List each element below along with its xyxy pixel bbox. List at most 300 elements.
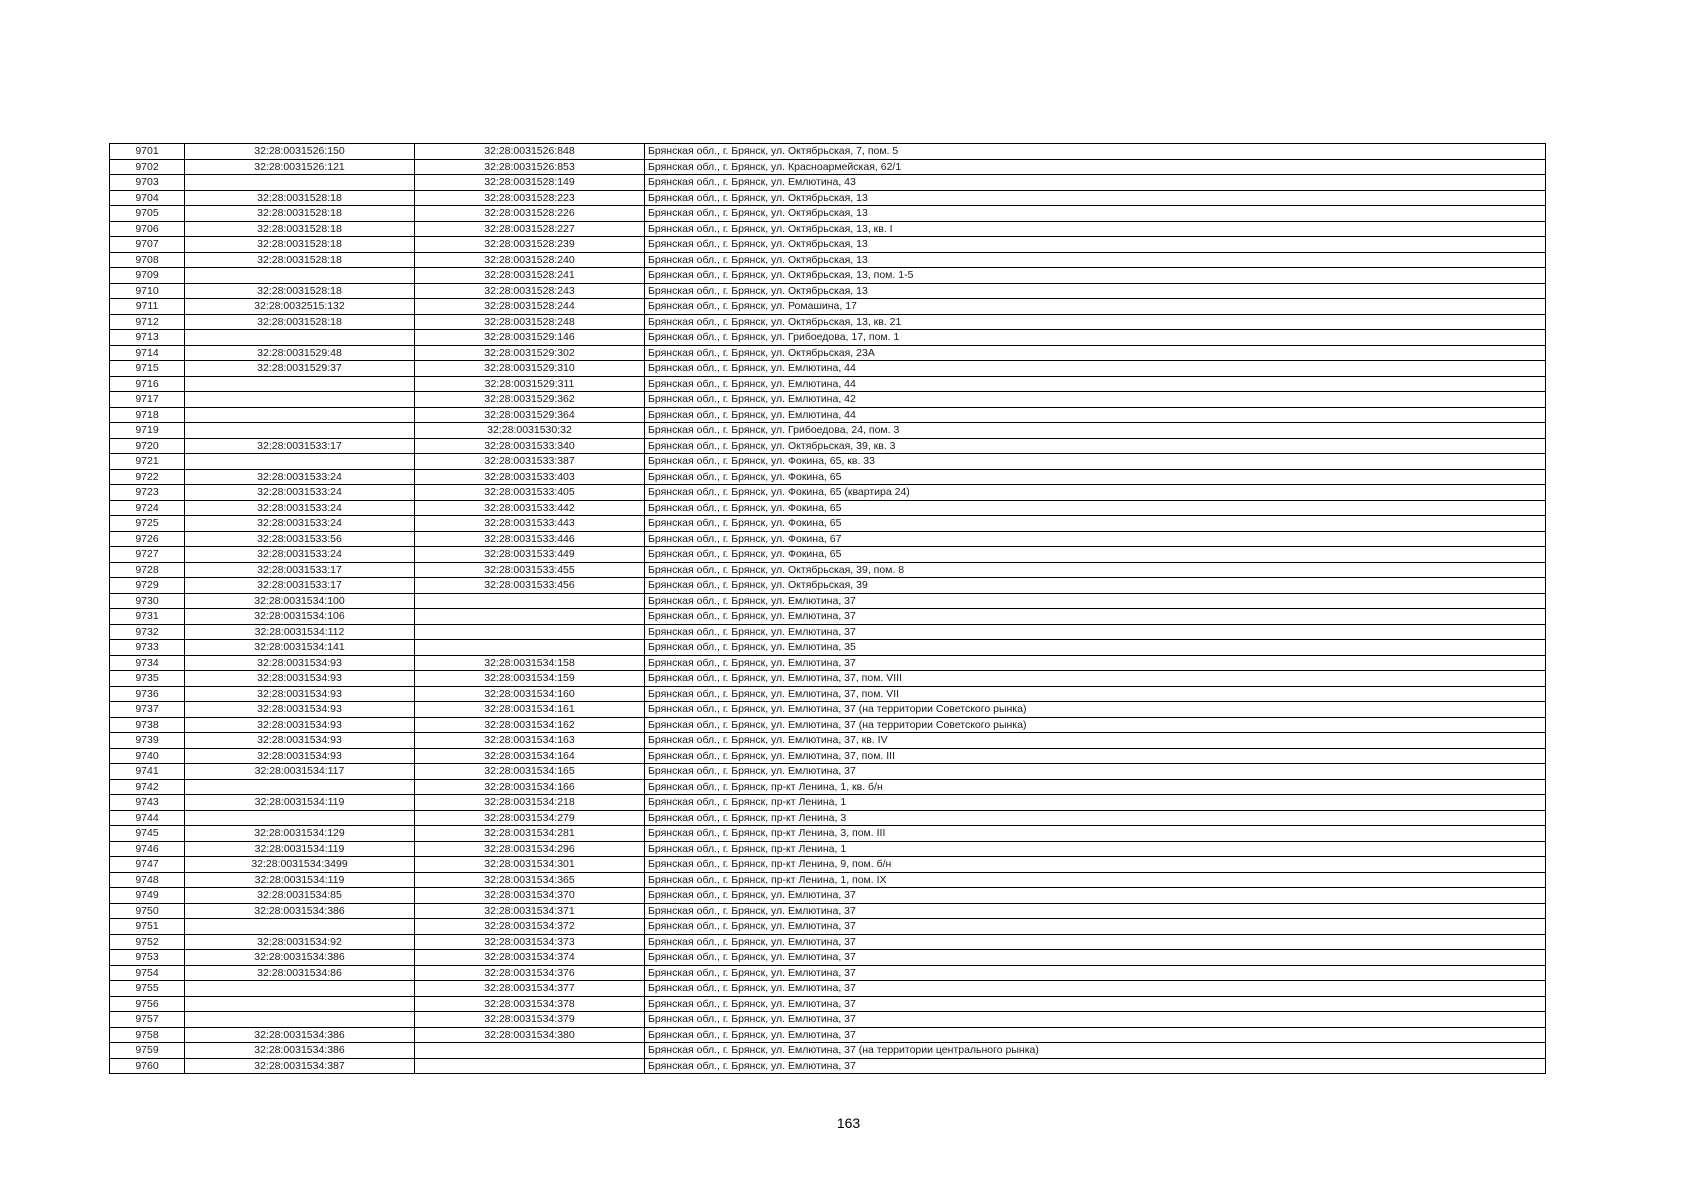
land-cadastral-number-cell: 32:28:0031534:129 <box>185 826 415 842</box>
object-cadastral-number-cell: 32:28:0031534:281 <box>415 826 645 842</box>
table-row <box>110 547 1546 563</box>
table-row <box>110 748 1546 764</box>
row-number-cell: 9730 <box>110 593 185 609</box>
object-cadastral-number-cell: 32:28:0031534:378 <box>415 996 645 1012</box>
row-number-cell: 9706 <box>110 221 185 237</box>
object-cadastral-number-cell <box>415 640 645 656</box>
land-cadastral-number-cell: 32:28:0031526:121 <box>185 159 415 175</box>
table-row <box>110 841 1546 857</box>
row-number-cell: 9758 <box>110 1027 185 1043</box>
object-cadastral-number-cell: 32:28:0031533:446 <box>415 531 645 547</box>
table-row <box>110 764 1546 780</box>
land-cadastral-number-cell: 32:28:0032515:132 <box>185 299 415 315</box>
address-cell: Брянская обл., г. Брянск, ул. Фокина, 65 (квартира 24) <box>645 485 1546 501</box>
table-row <box>110 392 1546 408</box>
object-cadastral-number-cell: 32:28:0031530:32 <box>415 423 645 439</box>
land-cadastral-number-cell <box>185 268 415 284</box>
address-cell: Брянская обл., г. Брянск, ул. Емлютина, 37 <box>645 593 1546 609</box>
land-cadastral-number-cell: 32:28:0031528:18 <box>185 221 415 237</box>
object-cadastral-number-cell: 32:28:0031534:159 <box>415 671 645 687</box>
row-number-cell: 9720 <box>110 438 185 454</box>
address-cell: Брянская обл., г. Брянск, ул. Грибоедова, 24, пом. 3 <box>645 423 1546 439</box>
row-number-cell: 9728 <box>110 562 185 578</box>
table-row <box>110 795 1546 811</box>
table-row <box>110 252 1546 268</box>
table-row <box>110 1027 1546 1043</box>
address-cell: Брянская обл., г. Брянск, ул. Октябрьская, 13 <box>645 206 1546 222</box>
address-cell: Брянская обл., г. Брянск, пр-кт Ленина, 1 <box>645 841 1546 857</box>
row-number-cell: 9714 <box>110 345 185 361</box>
land-cadastral-number-cell: 32:28:0031534:387 <box>185 1058 415 1074</box>
row-number-cell: 9725 <box>110 516 185 532</box>
row-number-cell: 9712 <box>110 314 185 330</box>
address-cell: Брянская обл., г. Брянск, ул. Октябрьская, 7, пом. 5 <box>645 144 1546 160</box>
table-row <box>110 857 1546 873</box>
object-cadastral-number-cell: 32:28:0031533:442 <box>415 500 645 516</box>
object-cadastral-number-cell: 32:28:0031534:296 <box>415 841 645 857</box>
object-cadastral-number-cell: 32:28:0031534:163 <box>415 733 645 749</box>
object-cadastral-number-cell: 32:28:0031528:240 <box>415 252 645 268</box>
address-cell: Брянская обл., г. Брянск, ул. Емлютина, 37 (на территории Советского рынка) <box>645 717 1546 733</box>
object-cadastral-number-cell: 32:28:0031534:372 <box>415 919 645 935</box>
row-number-cell: 9737 <box>110 702 185 718</box>
object-cadastral-number-cell: 32:28:0031534:365 <box>415 872 645 888</box>
table-row <box>110 423 1546 439</box>
row-number-cell: 9724 <box>110 500 185 516</box>
row-number-cell: 9736 <box>110 686 185 702</box>
land-cadastral-number-cell <box>185 454 415 470</box>
address-cell: Брянская обл., г. Брянск, ул. Грибоедова, 17, пом. 1 <box>645 330 1546 346</box>
object-cadastral-number-cell: 32:28:0031528:244 <box>415 299 645 315</box>
object-cadastral-number-cell: 32:28:0031534:166 <box>415 779 645 795</box>
address-cell: Брянская обл., г. Брянск, ул. Емлютина, 43 <box>645 175 1546 191</box>
address-cell: Брянская обл., г. Брянск, ул. Емлютина, 44 <box>645 407 1546 423</box>
land-cadastral-number-cell: 32:28:0031533:24 <box>185 547 415 563</box>
land-cadastral-number-cell: 32:28:0031534:3499 <box>185 857 415 873</box>
row-number-cell: 9707 <box>110 237 185 253</box>
land-cadastral-number-cell <box>185 376 415 392</box>
land-cadastral-number-cell: 32:28:0031534:93 <box>185 748 415 764</box>
address-cell: Брянская обл., г. Брянск, ул. Ромашина, 17 <box>645 299 1546 315</box>
row-number-cell: 9727 <box>110 547 185 563</box>
object-cadastral-number-cell <box>415 1043 645 1059</box>
address-cell: Брянская обл., г. Брянск, ул. Емлютина, 37 <box>645 1058 1546 1074</box>
object-cadastral-number-cell: 32:28:0031533:455 <box>415 562 645 578</box>
object-cadastral-number-cell: 32:28:0031528:241 <box>415 268 645 284</box>
land-cadastral-number-cell: 32:28:0031534:141 <box>185 640 415 656</box>
address-cell: Брянская обл., г. Брянск, ул. Фокина, 65 <box>645 500 1546 516</box>
table-row <box>110 144 1546 160</box>
object-cadastral-number-cell: 32:28:0031526:848 <box>415 144 645 160</box>
object-cadastral-number-cell: 32:28:0031534:376 <box>415 965 645 981</box>
land-cadastral-number-cell: 32:28:0031534:119 <box>185 872 415 888</box>
land-cadastral-number-cell: 32:28:0031534:93 <box>185 655 415 671</box>
table-row <box>110 500 1546 516</box>
address-cell: Брянская обл., г. Брянск, ул. Фокина, 67 <box>645 531 1546 547</box>
object-cadastral-number-cell: 32:28:0031534:380 <box>415 1027 645 1043</box>
object-cadastral-number-cell: 32:28:0031534:158 <box>415 655 645 671</box>
object-cadastral-number-cell: 32:28:0031534:161 <box>415 702 645 718</box>
table-row <box>110 361 1546 377</box>
land-cadastral-number-cell: 32:28:0031528:18 <box>185 190 415 206</box>
row-number-cell: 9723 <box>110 485 185 501</box>
object-cadastral-number-cell: 32:28:0031534:162 <box>415 717 645 733</box>
land-cadastral-number-cell <box>185 392 415 408</box>
address-cell: Брянская обл., г. Брянск, ул. Октябрьская, 13 <box>645 237 1546 253</box>
land-cadastral-number-cell: 32:28:0031534:100 <box>185 593 415 609</box>
address-cell: Брянская обл., г. Брянск, ул. Емлютина, 37 <box>645 609 1546 625</box>
land-cadastral-number-cell <box>185 1012 415 1028</box>
row-number-cell: 9715 <box>110 361 185 377</box>
row-number-cell: 9735 <box>110 671 185 687</box>
land-cadastral-number-cell: 32:28:0031529:37 <box>185 361 415 377</box>
table-row <box>110 314 1546 330</box>
address-cell: Брянская обл., г. Брянск, ул. Емлютина, 37, пом. VII <box>645 686 1546 702</box>
table-row <box>110 268 1546 284</box>
land-cadastral-number-cell <box>185 981 415 997</box>
object-cadastral-number-cell: 32:28:0031529:364 <box>415 407 645 423</box>
object-cadastral-number-cell: 32:28:0031529:302 <box>415 345 645 361</box>
row-number-cell: 9713 <box>110 330 185 346</box>
object-cadastral-number-cell: 32:28:0031534:379 <box>415 1012 645 1028</box>
address-cell: Брянская обл., г. Брянск, ул. Фокина, 65 <box>645 547 1546 563</box>
registry-table <box>109 143 1546 1074</box>
object-cadastral-number-cell: 32:28:0031528:149 <box>415 175 645 191</box>
land-cadastral-number-cell: 32:28:0031534:93 <box>185 671 415 687</box>
table-row <box>110 717 1546 733</box>
row-number-cell: 9743 <box>110 795 185 811</box>
table-row <box>110 531 1546 547</box>
land-cadastral-number-cell <box>185 779 415 795</box>
row-number-cell: 9702 <box>110 159 185 175</box>
address-cell: Брянская обл., г. Брянск, ул. Емлютина, 37, пом. III <box>645 748 1546 764</box>
row-number-cell: 9708 <box>110 252 185 268</box>
object-cadastral-number-cell: 32:28:0031533:456 <box>415 578 645 594</box>
table-row <box>110 159 1546 175</box>
land-cadastral-number-cell: 32:28:0031528:18 <box>185 252 415 268</box>
land-cadastral-number-cell <box>185 423 415 439</box>
object-cadastral-number-cell <box>415 624 645 640</box>
row-number-cell: 9732 <box>110 624 185 640</box>
land-cadastral-number-cell: 32:28:0031533:24 <box>185 500 415 516</box>
land-cadastral-number-cell <box>185 996 415 1012</box>
table-row <box>110 826 1546 842</box>
table-row <box>110 206 1546 222</box>
address-cell: Брянская обл., г. Брянск, ул. Октябрьская, 13 <box>645 283 1546 299</box>
row-number-cell: 9719 <box>110 423 185 439</box>
object-cadastral-number-cell: 32:28:0031529:310 <box>415 361 645 377</box>
land-cadastral-number-cell: 32:28:0031528:18 <box>185 206 415 222</box>
land-cadastral-number-cell: 32:28:0031534:386 <box>185 950 415 966</box>
object-cadastral-number-cell: 32:28:0031533:443 <box>415 516 645 532</box>
table-row <box>110 1058 1546 1074</box>
table-row <box>110 919 1546 935</box>
object-cadastral-number-cell: 32:28:0031528:223 <box>415 190 645 206</box>
object-cadastral-number-cell: 32:28:0031534:377 <box>415 981 645 997</box>
row-number-cell: 9749 <box>110 888 185 904</box>
object-cadastral-number-cell: 32:28:0031534:371 <box>415 903 645 919</box>
row-number-cell: 9754 <box>110 965 185 981</box>
address-cell: Брянская обл., г. Брянск, ул. Емлютина, 37, пом. VIII <box>645 671 1546 687</box>
object-cadastral-number-cell: 32:28:0031528:239 <box>415 237 645 253</box>
row-number-cell: 9710 <box>110 283 185 299</box>
table-row <box>110 965 1546 981</box>
table-row <box>110 190 1546 206</box>
object-cadastral-number-cell: 32:28:0031529:362 <box>415 392 645 408</box>
row-number-cell: 9747 <box>110 857 185 873</box>
object-cadastral-number-cell <box>415 593 645 609</box>
object-cadastral-number-cell: 32:28:0031528:243 <box>415 283 645 299</box>
table-row <box>110 578 1546 594</box>
row-number-cell: 9729 <box>110 578 185 594</box>
land-cadastral-number-cell: 32:28:0031534:93 <box>185 686 415 702</box>
object-cadastral-number-cell: 32:28:0031534:218 <box>415 795 645 811</box>
land-cadastral-number-cell: 32:28:0031534:93 <box>185 702 415 718</box>
object-cadastral-number-cell: 32:28:0031534:164 <box>415 748 645 764</box>
address-cell: Брянская обл., г. Брянск, ул. Емлютина, 37 <box>645 624 1546 640</box>
object-cadastral-number-cell: 32:28:0031526:853 <box>415 159 645 175</box>
row-number-cell: 9739 <box>110 733 185 749</box>
land-cadastral-number-cell <box>185 175 415 191</box>
address-cell: Брянская обл., г. Брянск, ул. Октябрьская, 39, кв. 3 <box>645 438 1546 454</box>
land-cadastral-number-cell: 32:28:0031528:18 <box>185 314 415 330</box>
row-number-cell: 9726 <box>110 531 185 547</box>
object-cadastral-number-cell: 32:28:0031534:370 <box>415 888 645 904</box>
row-number-cell: 9742 <box>110 779 185 795</box>
address-cell: Брянская обл., г. Брянск, ул. Емлютина, 37 <box>645 764 1546 780</box>
object-cadastral-number-cell: 32:28:0031534:160 <box>415 686 645 702</box>
row-number-cell: 9718 <box>110 407 185 423</box>
table-row <box>110 299 1546 315</box>
row-number-cell: 9752 <box>110 934 185 950</box>
table-row <box>110 376 1546 392</box>
table-row <box>110 655 1546 671</box>
land-cadastral-number-cell: 32:28:0031534:386 <box>185 1043 415 1059</box>
land-cadastral-number-cell: 32:28:0031534:106 <box>185 609 415 625</box>
row-number-cell: 9721 <box>110 454 185 470</box>
address-cell: Брянская обл., г. Брянск, пр-кт Ленина, 3 <box>645 810 1546 826</box>
row-number-cell: 9704 <box>110 190 185 206</box>
address-cell: Брянская обл., г. Брянск, ул. Октябрьская, 13, пом. 1-5 <box>645 268 1546 284</box>
land-cadastral-number-cell: 32:28:0031534:386 <box>185 903 415 919</box>
address-cell: Брянская обл., г. Брянск, ул. Октябрьская, 13, кв. 21 <box>645 314 1546 330</box>
table-row <box>110 221 1546 237</box>
land-cadastral-number-cell: 32:28:0031534:93 <box>185 733 415 749</box>
address-cell: Брянская обл., г. Брянск, ул. Красноармейская, 62/1 <box>645 159 1546 175</box>
row-number-cell: 9709 <box>110 268 185 284</box>
address-cell: Брянская обл., г. Брянск, ул. Емлютина, 44 <box>645 361 1546 377</box>
table-row <box>110 624 1546 640</box>
object-cadastral-number-cell: 32:28:0031534:279 <box>415 810 645 826</box>
address-cell: Брянская обл., г. Брянск, ул. Октябрьская, 23А <box>645 345 1546 361</box>
address-cell: Брянская обл., г. Брянск, ул. Емлютина, 37 <box>645 965 1546 981</box>
table-row <box>110 671 1546 687</box>
table-row <box>110 593 1546 609</box>
land-cadastral-number-cell: 32:28:0031529:48 <box>185 345 415 361</box>
row-number-cell: 9701 <box>110 144 185 160</box>
object-cadastral-number-cell <box>415 609 645 625</box>
land-cadastral-number-cell: 32:28:0031534:93 <box>185 717 415 733</box>
table-row <box>110 485 1546 501</box>
row-number-cell: 9753 <box>110 950 185 966</box>
address-cell: Брянская обл., г. Брянск, ул. Емлютина, 37, кв. IV <box>645 733 1546 749</box>
address-cell: Брянская обл., г. Брянск, ул. Октябрьская, 13, кв. I <box>645 221 1546 237</box>
row-number-cell: 9741 <box>110 764 185 780</box>
table-row <box>110 283 1546 299</box>
object-cadastral-number-cell: 32:28:0031529:311 <box>415 376 645 392</box>
address-cell: Брянская обл., г. Брянск, ул. Октябрьская, 13 <box>645 190 1546 206</box>
row-number-cell: 9717 <box>110 392 185 408</box>
land-cadastral-number-cell: 32:28:0031533:17 <box>185 562 415 578</box>
land-cadastral-number-cell: 32:28:0031534:92 <box>185 934 415 950</box>
row-number-cell: 9746 <box>110 841 185 857</box>
address-cell: Брянская обл., г. Брянск, ул. Емлютина, 37 <box>645 903 1546 919</box>
object-cadastral-number-cell <box>415 1058 645 1074</box>
object-cadastral-number-cell: 32:28:0031528:226 <box>415 206 645 222</box>
table-row <box>110 237 1546 253</box>
land-cadastral-number-cell: 32:28:0031534:386 <box>185 1027 415 1043</box>
table-row <box>110 469 1546 485</box>
address-cell: Брянская обл., г. Брянск, ул. Емлютина, 35 <box>645 640 1546 656</box>
table-row <box>110 888 1546 904</box>
land-cadastral-number-cell: 32:28:0031534:86 <box>185 965 415 981</box>
table-row <box>110 407 1546 423</box>
address-cell: Брянская обл., г. Брянск, ул. Емлютина, 37 <box>645 996 1546 1012</box>
row-number-cell: 9756 <box>110 996 185 1012</box>
object-cadastral-number-cell: 32:28:0031533:387 <box>415 454 645 470</box>
address-cell: Брянская обл., г. Брянск, ул. Фокина, 65, кв. 33 <box>645 454 1546 470</box>
land-cadastral-number-cell: 32:28:0031533:24 <box>185 516 415 532</box>
address-cell: Брянская обл., г. Брянск, ул. Емлютина, 37 <box>645 934 1546 950</box>
land-cadastral-number-cell: 32:28:0031534:85 <box>185 888 415 904</box>
object-cadastral-number-cell: 32:28:0031533:405 <box>415 485 645 501</box>
table-row <box>110 330 1546 346</box>
land-cadastral-number-cell: 32:28:0031528:18 <box>185 283 415 299</box>
row-number-cell: 9716 <box>110 376 185 392</box>
land-cadastral-number-cell: 32:28:0031533:24 <box>185 469 415 485</box>
address-cell: Брянская обл., г. Брянск, ул. Емлютина, 44 <box>645 376 1546 392</box>
land-cadastral-number-cell: 32:28:0031533:17 <box>185 578 415 594</box>
row-number-cell: 9750 <box>110 903 185 919</box>
land-cadastral-number-cell: 32:28:0031534:117 <box>185 764 415 780</box>
address-cell: Брянская обл., г. Брянск, пр-кт Ленина, 1, кв. б/н <box>645 779 1546 795</box>
address-cell: Брянская обл., г. Брянск, ул. Емлютина, 37 (на территории центрального рынка) <box>645 1043 1546 1059</box>
land-cadastral-number-cell: 32:28:0031533:24 <box>185 485 415 501</box>
row-number-cell: 9759 <box>110 1043 185 1059</box>
object-cadastral-number-cell: 32:28:0031534:165 <box>415 764 645 780</box>
table-row <box>110 1012 1546 1028</box>
object-cadastral-number-cell: 32:28:0031528:248 <box>415 314 645 330</box>
table-row <box>110 454 1546 470</box>
row-number-cell: 9745 <box>110 826 185 842</box>
table-row <box>110 981 1546 997</box>
address-cell: Брянская обл., г. Брянск, ул. Октябрьская, 13 <box>645 252 1546 268</box>
land-cadastral-number-cell <box>185 330 415 346</box>
address-cell: Брянская обл., г. Брянск, ул. Октябрьская, 39, пом. 8 <box>645 562 1546 578</box>
table-row <box>110 562 1546 578</box>
address-cell: Брянская обл., г. Брянск, ул. Октябрьская, 39 <box>645 578 1546 594</box>
table-row <box>110 903 1546 919</box>
address-cell: Брянская обл., г. Брянск, пр-кт Ленина, 1, пом. IX <box>645 872 1546 888</box>
row-number-cell: 9711 <box>110 299 185 315</box>
row-number-cell: 9722 <box>110 469 185 485</box>
row-number-cell: 9738 <box>110 717 185 733</box>
table-row <box>110 950 1546 966</box>
address-cell: Брянская обл., г. Брянск, пр-кт Ленина, 9, пом. б/н <box>645 857 1546 873</box>
row-number-cell: 9733 <box>110 640 185 656</box>
land-cadastral-number-cell <box>185 919 415 935</box>
object-cadastral-number-cell: 32:28:0031533:340 <box>415 438 645 454</box>
row-number-cell: 9705 <box>110 206 185 222</box>
address-cell: Брянская обл., г. Брянск, ул. Емлютина, 42 <box>645 392 1546 408</box>
land-cadastral-number-cell: 32:28:0031534:119 <box>185 841 415 857</box>
table-row <box>110 702 1546 718</box>
land-cadastral-number-cell: 32:28:0031533:56 <box>185 531 415 547</box>
registry-table-body <box>110 144 1546 1074</box>
row-number-cell: 9731 <box>110 609 185 625</box>
table-row <box>110 872 1546 888</box>
table-row <box>110 1043 1546 1059</box>
row-number-cell: 9734 <box>110 655 185 671</box>
object-cadastral-number-cell: 32:28:0031529:146 <box>415 330 645 346</box>
table-row <box>110 996 1546 1012</box>
object-cadastral-number-cell: 32:28:0031534:374 <box>415 950 645 966</box>
land-cadastral-number-cell <box>185 810 415 826</box>
table-row <box>110 640 1546 656</box>
object-cadastral-number-cell: 32:28:0031528:227 <box>415 221 645 237</box>
table-row <box>110 516 1546 532</box>
row-number-cell: 9760 <box>110 1058 185 1074</box>
page-number: 163 <box>836 1115 861 1131</box>
address-cell: Брянская обл., г. Брянск, ул. Емлютина, 37 <box>645 919 1546 935</box>
address-cell: Брянская обл., г. Брянск, ул. Емлютина, 37 <box>645 1027 1546 1043</box>
land-cadastral-number-cell: 32:28:0031534:119 <box>185 795 415 811</box>
address-cell: Брянская обл., г. Брянск, ул. Фокина, 65 <box>645 516 1546 532</box>
object-cadastral-number-cell: 32:28:0031533:403 <box>415 469 645 485</box>
address-cell: Брянская обл., г. Брянск, ул. Емлютина, 37 <box>645 981 1546 997</box>
land-cadastral-number-cell: 32:28:0031534:112 <box>185 624 415 640</box>
object-cadastral-number-cell: 32:28:0031533:449 <box>415 547 645 563</box>
table-row <box>110 609 1546 625</box>
table-row <box>110 345 1546 361</box>
land-cadastral-number-cell <box>185 407 415 423</box>
address-cell: Брянская обл., г. Брянск, пр-кт Ленина, 1 <box>645 795 1546 811</box>
row-number-cell: 9755 <box>110 981 185 997</box>
land-cadastral-number-cell: 32:28:0031528:18 <box>185 237 415 253</box>
land-cadastral-number-cell: 32:28:0031533:17 <box>185 438 415 454</box>
table-row <box>110 733 1546 749</box>
table-row <box>110 175 1546 191</box>
row-number-cell: 9740 <box>110 748 185 764</box>
address-cell: Брянская обл., г. Брянск, ул. Емлютина, 37 <box>645 1012 1546 1028</box>
row-number-cell: 9751 <box>110 919 185 935</box>
address-cell: Брянская обл., г. Брянск, ул. Емлютина, 37 <box>645 950 1546 966</box>
table-row <box>110 438 1546 454</box>
address-cell: Брянская обл., г. Брянск, пр-кт Ленина, 3, пом. III <box>645 826 1546 842</box>
row-number-cell: 9748 <box>110 872 185 888</box>
row-number-cell: 9703 <box>110 175 185 191</box>
address-cell: Брянская обл., г. Брянск, ул. Емлютина, 37 <box>645 655 1546 671</box>
row-number-cell: 9744 <box>110 810 185 826</box>
address-cell: Брянская обл., г. Брянск, ул. Емлютина, 37 (на территории Советского рынка) <box>645 702 1546 718</box>
address-cell: Брянская обл., г. Брянск, ул. Емлютина, 37 <box>645 888 1546 904</box>
object-cadastral-number-cell: 32:28:0031534:301 <box>415 857 645 873</box>
table-row <box>110 686 1546 702</box>
object-cadastral-number-cell: 32:28:0031534:373 <box>415 934 645 950</box>
table-row <box>110 810 1546 826</box>
row-number-cell: 9757 <box>110 1012 185 1028</box>
table-row <box>110 779 1546 795</box>
